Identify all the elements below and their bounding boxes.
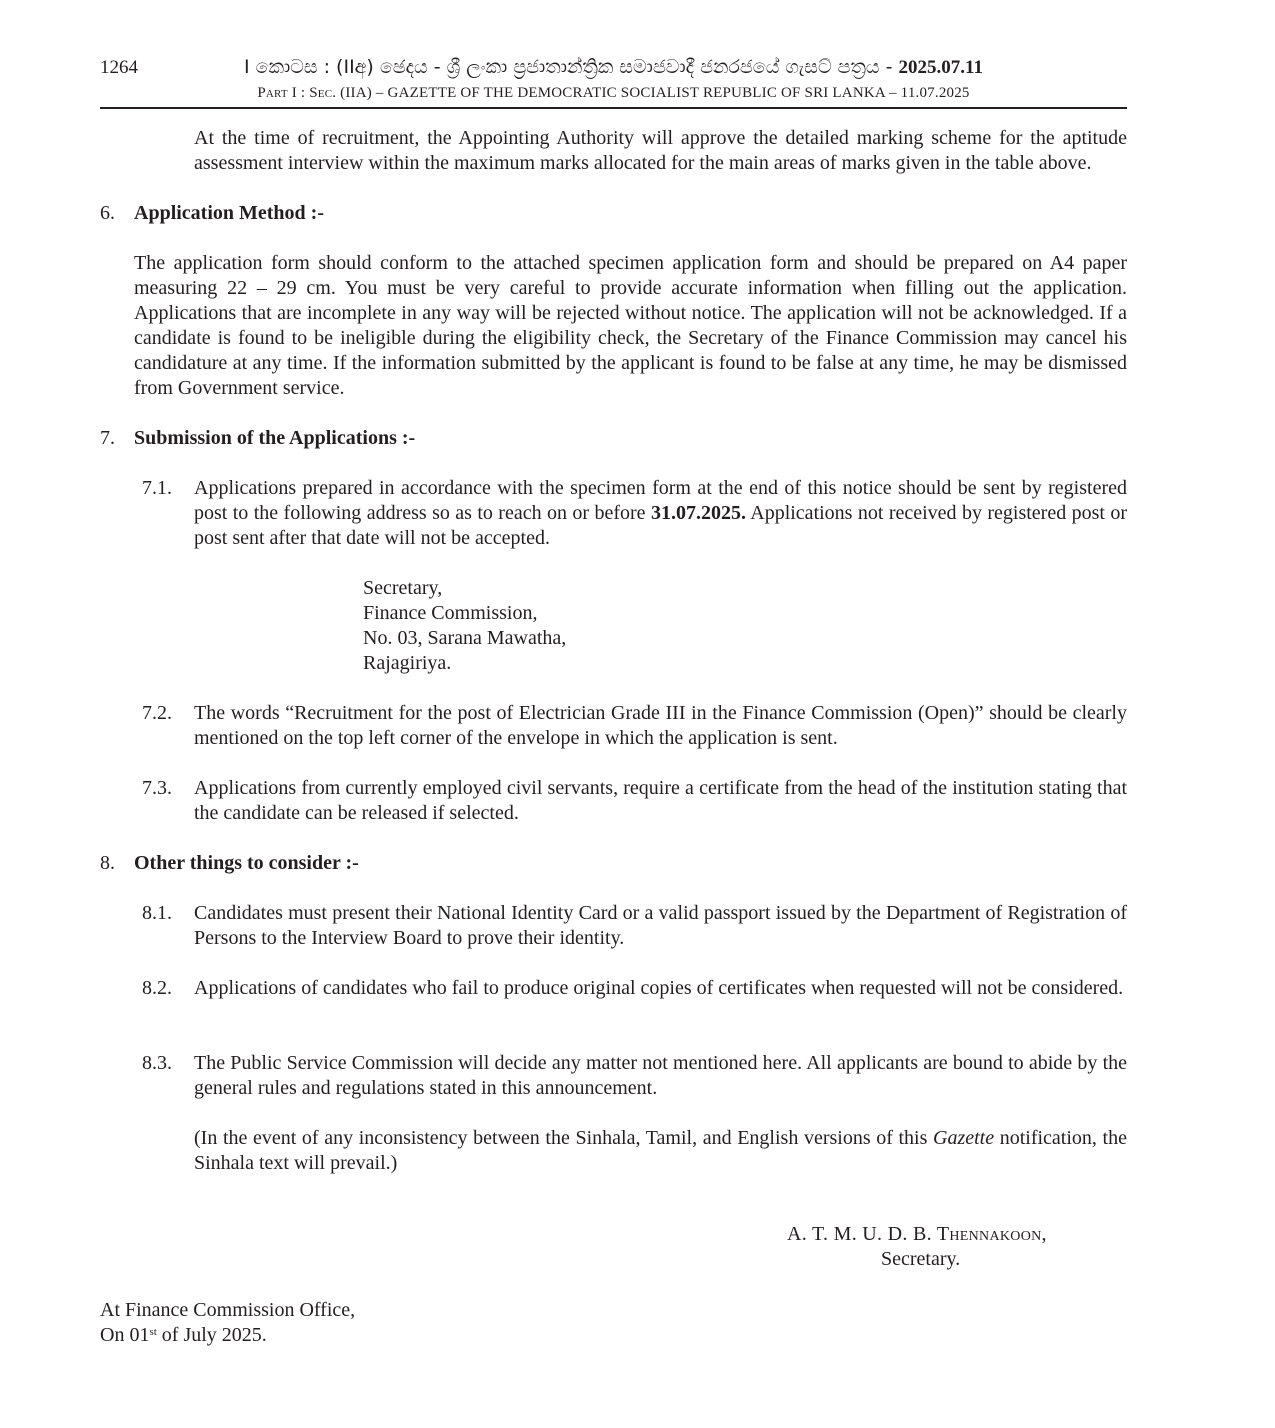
sinhala-title-text: I කොටස : (IIඅ) ඡෙදය - ශ්‍රී ලංකා ප්‍රජාතාන්ත්‍රික සමාජවාදී ජනරජයේ ගැසට් පත්‍රය - — [243, 56, 899, 78]
item-8-1-number: 8.1. — [142, 902, 172, 924]
item-7-1-number: 7.1. — [142, 477, 172, 499]
signatory-title: Secretary. — [881, 1248, 961, 1270]
item-7-3-number: 7.3. — [142, 777, 172, 799]
issued-date-ordinal: st — [149, 1326, 157, 1338]
intro-paragraph: At the time of recruitment, the Appointing Authority will approve the detailed marking scheme for the aptitude assessment interview within the maximum marks allocated for the main areas of marks given in the table above. — [194, 127, 1127, 174]
section-6-heading: Application Method :- — [134, 202, 324, 224]
item-8-2-number: 8.2. — [142, 977, 172, 999]
signatory-name: A. T. M. U. D. B. Thennakoon, — [787, 1223, 1047, 1245]
language-note — [194, 1126, 1127, 1176]
gazette-italic: Gazette — [933, 1127, 995, 1149]
section-7-number: 7. — [100, 427, 115, 449]
address-line: Secretary, — [363, 577, 443, 599]
address-line: Rajagiriya. — [363, 652, 452, 674]
deadline-date: 31.07.2025. — [650, 502, 746, 524]
item-8-3-number: 8.3. — [142, 1052, 172, 1074]
item-7-1-text-before: Applications prepared in accordance with the specimen form at the end of this notice should be sent by registered post to the following address so as to reach on or before — [194, 477, 1127, 524]
english-gazette-title: Part I : Sec. (IIA) – GAZETTE OF THE DEMOCRATIC SOCIALIST REPUBLIC OF SRI LANKA – 11.07.2025 — [257, 85, 970, 101]
issued-place: At Finance Commission Office, — [100, 1299, 356, 1321]
section-6-number: 6. — [100, 202, 115, 224]
section-8-number: 8. — [100, 852, 115, 874]
section-6-body: The application form should conform to the attached specimen application form and should be prepared on A4 paper measuring 22 – 29 cm. You must be very careful to provide accurate information when filling out the application. Applications that are incomplete in any way will be rejected without notice. The application will not be acknowledged. If a candidate is found to be ineligible during the eligibility check, the Secretary of the Finance Commission may cancel his candidature at any time. If the information submitted by the applicant is found to be false at any time, he may be dismissed from Government service. — [134, 252, 1127, 399]
address-line: No. 03, Sarana Mawatha, — [363, 627, 567, 649]
section-8-heading: Other things to consider :- — [134, 852, 359, 874]
language-note-before: (In the event of any inconsistency between the Sinhala, Tamil, and English versions of this — [194, 1127, 934, 1149]
page-number: 1264 — [100, 57, 138, 78]
issued-date-prefix: On 01 — [100, 1324, 150, 1346]
item-8-2-text: Applications of candidates who fail to produce original copies of certificates when requested will not be considered. — [194, 977, 1124, 999]
issued-date — [100, 1323, 267, 1348]
sinhala-title-date: 2025.07.11 — [898, 57, 983, 78]
item-8-3-text: The Public Service Commission will decide any matter not mentioned here. All applicants are bound to abide by the general rules and regulations stated in this announcement. — [194, 1052, 1127, 1099]
section-7-heading: Submission of the Applications :- — [134, 427, 416, 449]
mailing-address — [363, 576, 566, 676]
address-line: Finance Commission, — [363, 602, 538, 624]
item-7-1-text-after: Applications not received by registered post or post sent after that date will not be accepted. — [194, 502, 1128, 549]
item-7-1-text — [194, 476, 1127, 551]
issued-date-suffix: of July 2025. — [156, 1324, 267, 1346]
language-note-after: notification, the Sinhala text will prevail.) — [194, 1127, 1127, 1174]
header-divider — [100, 107, 1127, 109]
item-7-2-number: 7.2. — [142, 702, 172, 724]
sinhala-gazette-title — [100, 55, 1127, 80]
item-8-1-text: Candidates must present their National Identity Card or a valid passport issued by the Department of Registration of Persons to the Interview Board to prove their identity. — [194, 902, 1127, 949]
item-7-3-text: Applications from currently employed civil servants, require a certificate from the head of the institution stating that the candidate can be released if selected. — [194, 777, 1127, 824]
item-7-2-text: The words “Recruitment for the post of Electrician Grade III in the Finance Commission (Open)” should be clearly mentioned on the top left corner of the envelope in which the application is sent. — [194, 702, 1127, 749]
